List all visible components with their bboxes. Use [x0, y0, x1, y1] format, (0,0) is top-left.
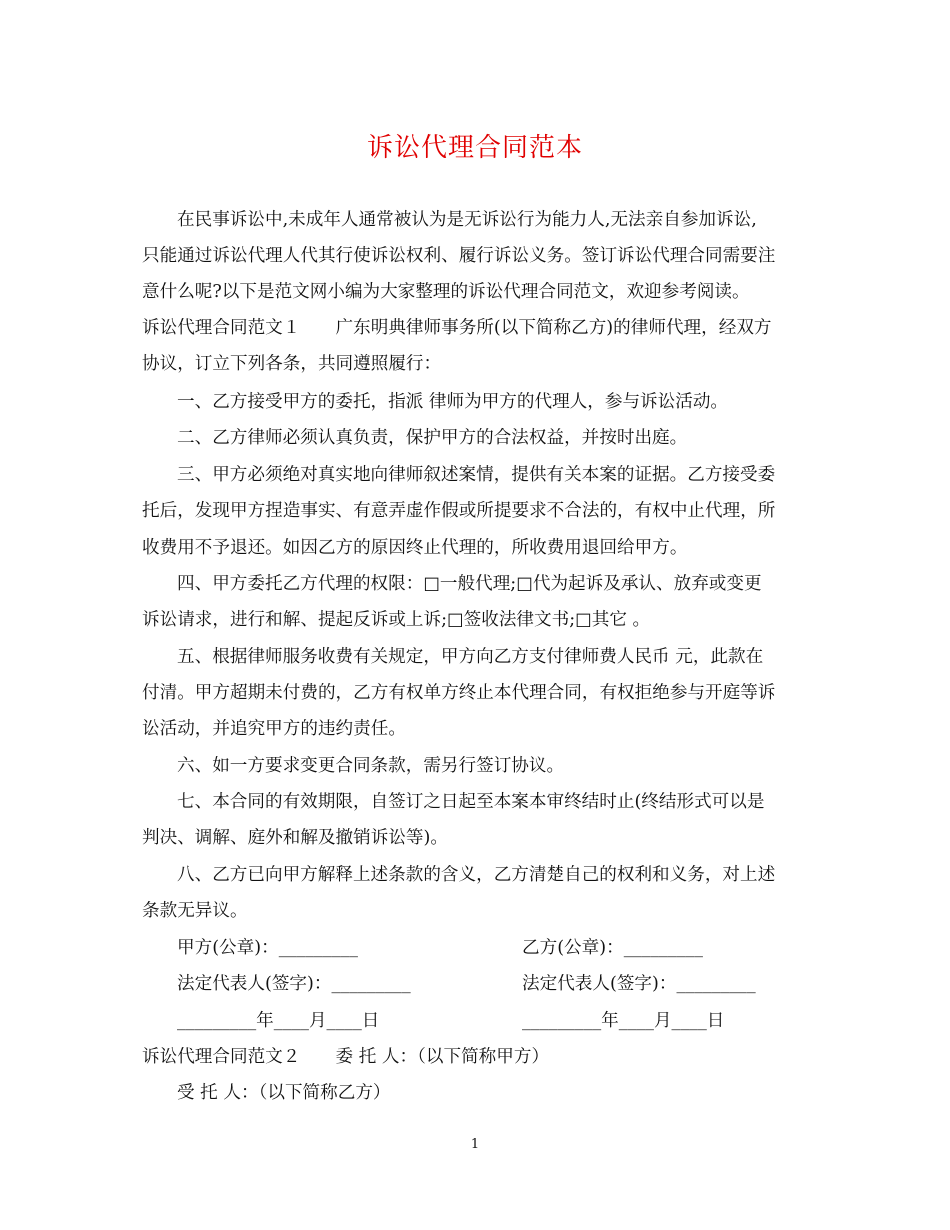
- body-line: 受 托 人：（以下简称乙方）: [177, 1083, 391, 1103]
- clause-line: 六、如一方要求变更合同条款，需另行签订协议。: [177, 756, 565, 776]
- body-line: 意什么呢?以下是范文网小编为大家整理的诉讼代理合同范文，欢迎参考阅读。: [142, 282, 750, 302]
- party-b-representative-field: 法定代表人(签字)：_________: [522, 974, 756, 994]
- body-line: 条款无异议。: [142, 901, 248, 921]
- body-line: 只能通过诉讼代理人代其行使诉讼权利、履行诉讼义务。签订诉讼代理合同需要注: [142, 246, 776, 266]
- clause-line: 二、乙方律师必须认真负责，保护甲方的合法权益，并按时出庭。: [177, 428, 688, 448]
- clause-line: 七、本合同的有效期限，自签订之日起至本案本审终结时止(终结形式可以是: [177, 792, 765, 812]
- body-line: 在民事诉讼中,未成年人通常被认为是无诉讼行为能力人,无法亲自参加诉讼,: [177, 210, 757, 230]
- body-line: 协议，订立下列各条，共同遵照履行：: [142, 354, 442, 374]
- party-b-seal-field: 乙方(公章)：_________: [522, 938, 703, 958]
- clause-line: 一、乙方接受甲方的委托，指派 律师为甲方的代理人，参与诉讼活动。: [177, 392, 729, 412]
- party-b-date-field: _________年____月____日: [522, 1011, 725, 1031]
- body-line: 判决、调解、庭外和解及撤销诉讼等)。: [142, 828, 448, 848]
- clause-line: 三、甲方必须绝对真实地向律师叙述案情，提供有关本案的证据。乙方接受委: [177, 465, 776, 485]
- body-line: 诉讼请求，进行和解、提起反诉或上诉;□签收法律文书;□其它 。: [142, 610, 651, 630]
- body-line: 付清。甲方超期未付费的，乙方有权单方终止本代理合同，有权拒绝参与开庭等诉: [142, 683, 776, 703]
- page-number: 1: [470, 1137, 480, 1152]
- body-line: 托后，发现甲方捏造事实、有意弄虚作假或所提要求不合法的，有权中止代理，所: [142, 501, 776, 521]
- body-line: 收费用不予退还。如因乙方的原因终止代理的，所收费用退回给甲方。: [142, 538, 688, 558]
- body-line: 诉讼代理合同范文２ 委 托 人：（以下简称甲方）: [142, 1047, 550, 1067]
- party-a-seal-field: 甲方(公章)：_________: [177, 938, 358, 958]
- party-a-date-field: _________年____月____日: [177, 1011, 380, 1031]
- clause-line: 五、根据律师服务收费有关规定，甲方向乙方支付律师费人民币 元，此款在: [177, 647, 764, 667]
- body-line: 讼活动，并追究甲方的违约责任。: [142, 719, 406, 739]
- document-title: 诉讼代理合同范本: [366, 133, 583, 163]
- clause-line: 八、乙方已向甲方解释上述条款的含义，乙方清楚自己的权利和义务，对上述: [177, 865, 776, 885]
- clause-line: 四、甲方委托乙方代理的权限：□一般代理;□代为起诉及承认、放弃或变更: [177, 574, 762, 594]
- body-line: 诉讼代理合同范文１ 广东明典律师事务所(以下简称乙方)的律师代理，经双方: [142, 318, 772, 338]
- party-a-representative-field: 法定代表人(签字)：_________: [177, 974, 411, 994]
